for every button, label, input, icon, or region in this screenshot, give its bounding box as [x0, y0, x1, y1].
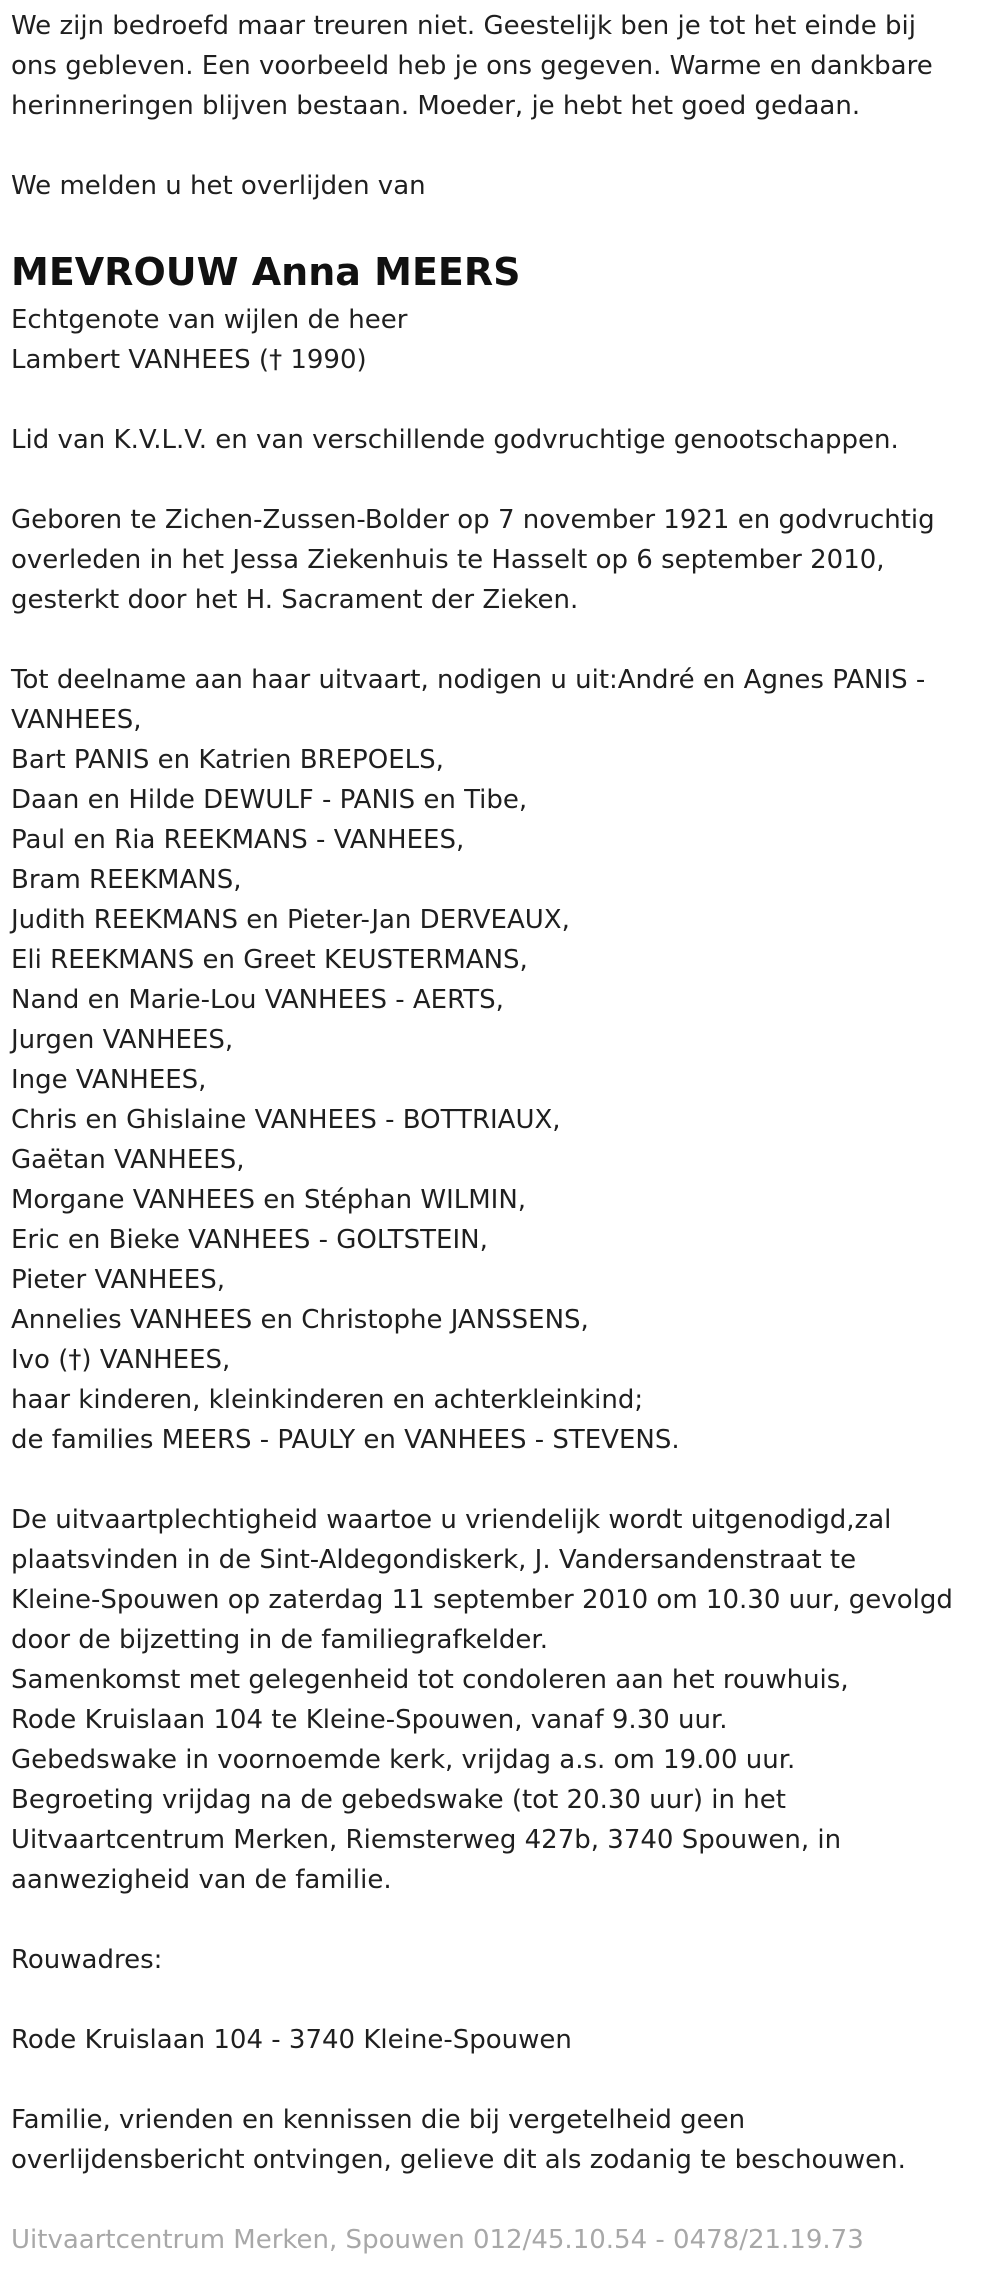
birth-death-line: overleden in het Jessa Ziekenhuis te Hasselt op 6 september 2010,: [11, 545, 885, 575]
mourning-address: Rode Kruislaan 104 - 3740 Kleine-Spouwen: [11, 2025, 572, 2055]
family-line: Nand en Marie-Lou VANHEES - AERTS,: [11, 985, 504, 1015]
membership: [11, 420, 1000, 460]
family-line: de families MEERS - PAULY en VANHEES - STEVENS.: [11, 1425, 680, 1455]
family-line: Ivo (†) VANHEES,: [11, 1345, 231, 1375]
family-line: Eli REEKMANS en Greet KEUSTERMANS,: [11, 945, 528, 975]
membership-text: Lid van K.V.L.V. en van verschillende godvruchtige genootschappen.: [11, 425, 899, 455]
family-line: Paul en Ria REEKMANS - VANHEES,: [11, 825, 465, 855]
spouse-line: Echtgenote van wijlen de heer: [11, 305, 408, 335]
mourning-address-label: Rouwadres:: [11, 1945, 163, 1975]
ceremony-info: [11, 1500, 1000, 1900]
ceremony-line: door de bijzetting in de familiegrafkelder.: [11, 1625, 548, 1655]
family-line: Pieter VANHEES,: [11, 1265, 226, 1295]
ceremony-line: Rode Kruislaan 104 te Kleine-Spouwen, vanaf 9.30 uur.: [11, 1705, 728, 1735]
family-line: Inge VANHEES,: [11, 1065, 207, 1095]
closing-note: [11, 2100, 1000, 2180]
birth-death-line: Geboren te Zichen-Zussen-Bolder op 7 november 1921 en godvruchtig: [11, 505, 935, 535]
announcement-text: We melden u het overlijden van: [11, 171, 426, 201]
ceremony-line: Begroeting vrijdag na de gebedswake (tot 20.30 uur) in het: [11, 1785, 786, 1815]
announcement: [11, 166, 1000, 206]
mourning-address-label-block: [11, 1940, 1000, 1980]
deceased-section: [11, 246, 1000, 380]
ceremony-line: De uitvaartplechtigheid waartoe u vriendelijk wordt uitgenodigd,zal: [11, 1505, 892, 1535]
intro-text: [11, 6, 1000, 126]
family-list: [11, 660, 1000, 1460]
closing-line: Familie, vrienden en kennissen die bij vergetelheid geen: [11, 2105, 746, 2135]
family-line: Chris en Ghislaine VANHEES - BOTTRIAUX,: [11, 1105, 561, 1135]
family-line: Annelies VANHEES en Christophe JANSSENS,: [11, 1305, 589, 1335]
ceremony-line: Gebedswake in voornoemde kerk, vrijdag a.s. om 19.00 uur.: [11, 1745, 796, 1775]
ceremony-line: plaatsvinden in de Sint-Aldegondiskerk, J. Vandersandenstraat te: [11, 1545, 857, 1575]
intro-line: We zijn bedroefd maar treuren niet. Geestelijk ben je tot het einde bij: [11, 11, 916, 41]
family-line: Tot deelname aan haar uitvaart, nodigen u uit:André en Agnes PANIS -: [11, 665, 926, 695]
ceremony-line: Samenkomst met gelegenheid tot condoleren aan het rouwhuis,: [11, 1665, 849, 1695]
family-line: VANHEES,: [11, 705, 142, 735]
family-line: Bram REEKMANS,: [11, 865, 242, 895]
family-line: Judith REEKMANS en Pieter-Jan DERVEAUX,: [11, 905, 570, 935]
birth-death-info: [11, 500, 1000, 620]
family-line: Bart PANIS en Katrien BREPOELS,: [11, 745, 444, 775]
ceremony-line: aanwezigheid van de familie.: [11, 1865, 392, 1895]
family-line: Gaëtan VANHEES,: [11, 1145, 245, 1175]
closing-line: overlijdensbericht ontvingen, gelieve dit als zodanig te beschouwen.: [11, 2145, 906, 2175]
family-line: Morgane VANHEES en Stéphan WILMIN,: [11, 1185, 527, 1215]
family-line: Daan en Hilde DEWULF - PANIS en Tibe,: [11, 785, 528, 815]
family-line: haar kinderen, kleinkinderen en achterkleinkind;: [11, 1385, 644, 1415]
ceremony-line: Kleine-Spouwen op zaterdag 11 september 2010 om 10.30 uur, gevolgd: [11, 1585, 953, 1615]
family-line: Eric en Bieke VANHEES - GOLTSTEIN,: [11, 1225, 488, 1255]
family-line: Jurgen VANHEES,: [11, 1025, 234, 1055]
birth-death-line: gesterkt door het H. Sacrament der Zieken.: [11, 585, 579, 615]
ceremony-line: Uitvaartcentrum Merken, Riemsterweg 427b, 3740 Spouwen, in: [11, 1825, 842, 1855]
intro-line: herinneringen blijven bestaan. Moeder, je hebt het goed gedaan.: [11, 91, 861, 121]
intro-line: ons gebleven. Een voorbeeld heb je ons gegeven. Warme en dankbare: [11, 51, 933, 81]
mourning-address-block: [11, 2020, 1000, 2060]
deceased-name: MEVROUW Anna MEERS: [11, 250, 521, 294]
funeral-home-footer: Uitvaartcentrum Merken, Spouwen 012/45.10.54 - 0478/21.19.73: [11, 2225, 864, 2255]
spouse-line: Lambert VANHEES († 1990): [11, 345, 367, 375]
